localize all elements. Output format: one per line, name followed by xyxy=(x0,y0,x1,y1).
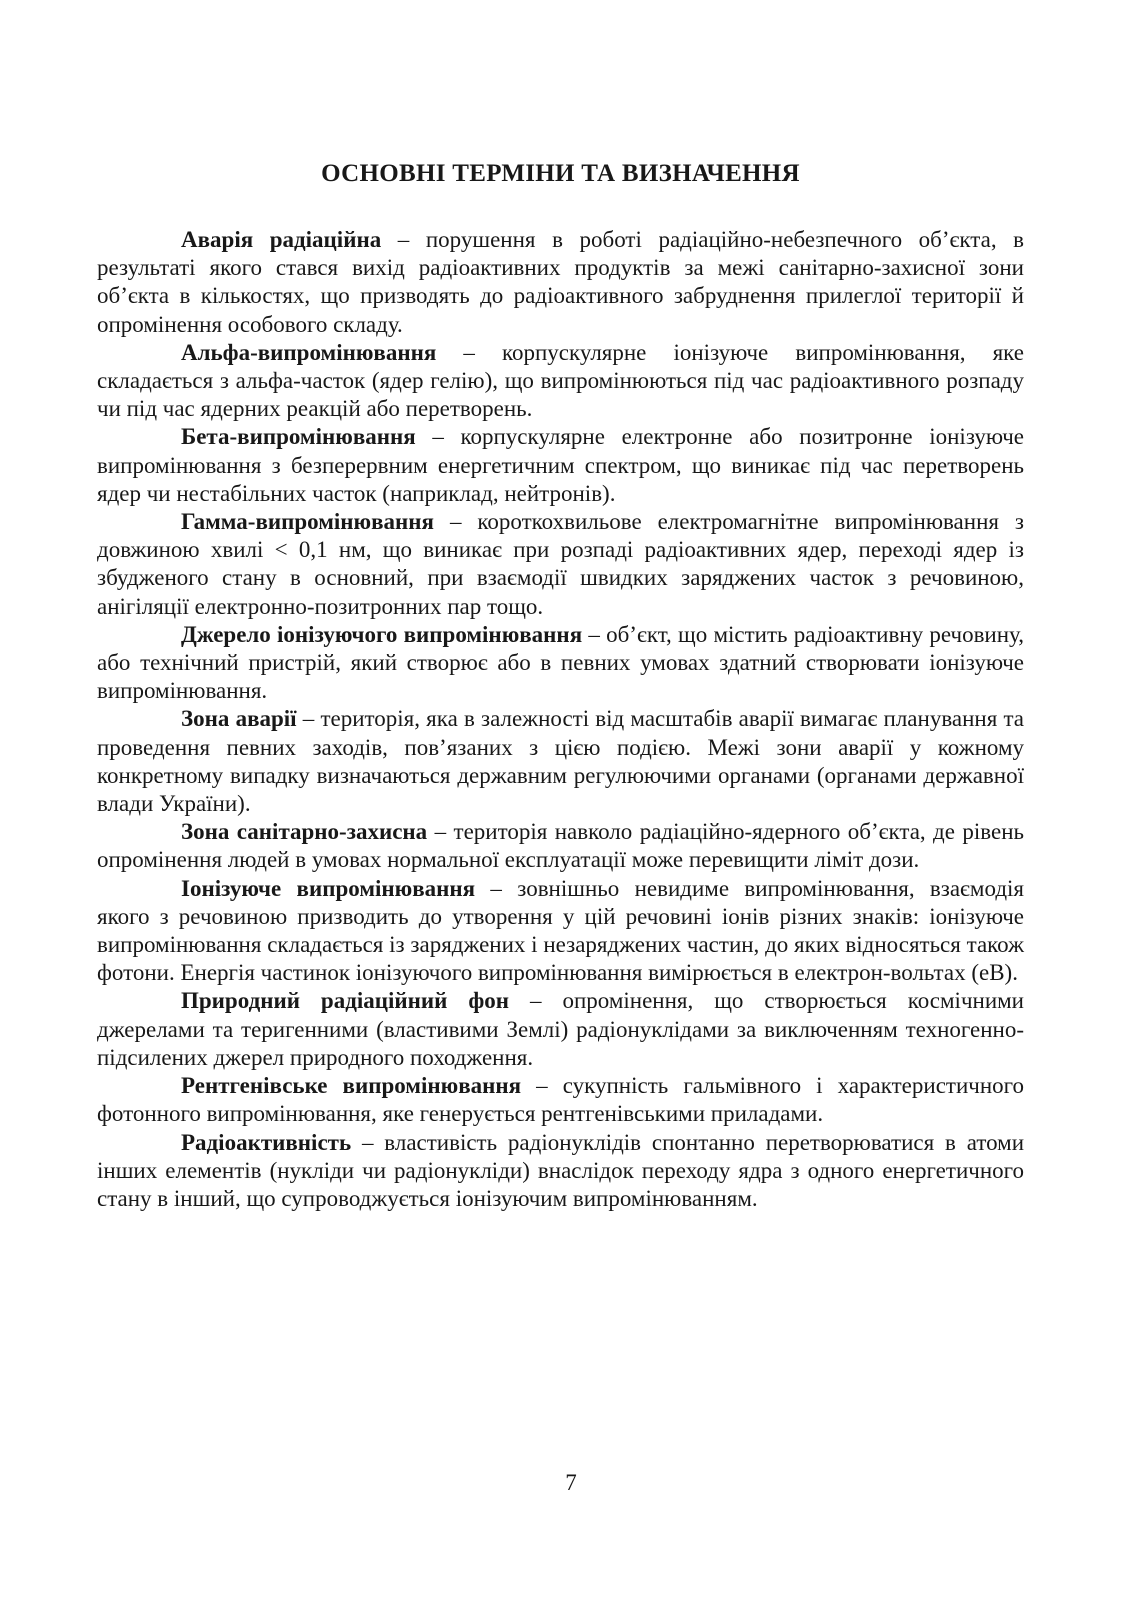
term-label: Радіоактивність xyxy=(181,1129,352,1155)
definition-paragraph-ionizuyuche xyxy=(97,875,1024,988)
definition-paragraph-alfa-vypromini xyxy=(97,339,1024,424)
term-label: Джерело іонізуючого випромінювання xyxy=(181,621,583,647)
term-label: Рентгенівське випромінювання xyxy=(181,1073,522,1099)
definition-paragraph-dzherelo-ioniz xyxy=(97,621,1024,706)
term-label: Іонізуюче випромінювання xyxy=(181,875,476,901)
definition-text: – територія, яка в залежності від масштабів аварії вимагає планування та проведення певних заходів, пов’язаних з цією подією. Межі зони аварії у кожному конкретному випадку визначаються державним регулюючими органами (органами державної влади України). xyxy=(97,706,1025,817)
term-label: Аварія радіаційна xyxy=(181,227,382,252)
term-label: Бета-випромінювання xyxy=(181,424,416,450)
definition-text: – об’єкт, що містить радіоактивну речовину, або технічний пристрій, який створює або в певних умовах здатний створювати іонізуюче випромінювання. xyxy=(97,621,1024,704)
definition-paragraph-zona-sanitarna xyxy=(97,818,1024,874)
definition-text: – територія навколо радіаційно-ядерного об’єкта, де рівень опромінення людей в умовах нормальної експлуатації може перевищити ліміт дози. xyxy=(97,819,1025,873)
definition-text: – властивість радіонуклідів спонтанно перетворюватися в атоми інших елементів (нукліди чи радіонукліди) внаслідок переходу ядра з одного енергетичного стану в інший, що супроводжується іонізуючим випромінюванням. xyxy=(97,1129,1024,1211)
definition-text: – опромінення, що створюється космічними джерелами та теригенними (властивими Землі) радіонуклідами за виключенням техногенно-підсилених джерел природного походження. xyxy=(97,988,1024,1070)
term-label: Зона аварії xyxy=(181,706,297,732)
definition-text: – корпускулярне іонізуюче випромінювання, яке складається з альфа-часток (ядер гелію), що випромінюються під час радіоактивного розпаду чи під час ядерних реакцій або перетворень. xyxy=(97,339,1024,422)
term-label: Гамма-випромінювання xyxy=(181,509,434,535)
definition-text: – короткохвильове електромагнітне випромінювання з довжиною хвилі < 0,1 нм, що виникає при розпаді радіоактивних ядер, переході ядер із збудженого стану в основний, при взаємодії швидких заряджених часток з речовиною, анігіляції електронно-позитронних пар тощо. xyxy=(97,509,1024,619)
definition-text: – корпускулярне електронне або позитронне іонізуюче випромінювання з безперервним енергетичним спектром, що виникає під час перетворень ядер чи нестабільних часток (наприклад, нейтронів). xyxy=(97,424,1025,506)
page-number: 7 xyxy=(565,1470,577,1495)
definition-paragraph-gamma-vypromini xyxy=(97,508,1024,621)
definition-text: – сукупність гальмівного і характеристичного фотонного випромінювання, яке генерується рентгенівськими приладами. xyxy=(97,1073,1025,1127)
definition-paragraph-zona-avarii xyxy=(97,705,1024,818)
page-title: ОСНОВНІ ТЕРМІНИ ТА ВИЗНАЧЕННЯ xyxy=(321,160,800,187)
definition-paragraph-rentgenivske xyxy=(97,1072,1024,1128)
term-label: Природний радіаційний фон xyxy=(181,988,510,1014)
definition-paragraph-pryrodnyi-fon xyxy=(97,987,1024,1072)
term-label: Альфа-випромінювання xyxy=(181,339,437,365)
definition-text: – зовнішньо невидиме випромінювання, взаємодія якого з речовиною призводить до утворення у цій речовині іонів різних знаків: іонізуюче випромінювання складається із заряджених і незаряджених частин, до яких відносяться також фотони. Енергія частинок іонізуючого випромінювання вимірюється в електрон-вольтах (еВ). xyxy=(97,875,1024,986)
term-label: Зона санітарно-захисна xyxy=(181,819,428,845)
definition-text: – порушення в роботі радіаційно-небезпечного об’єкта, в результаті якого стався вихід радіоактивних продуктів за межі санітарно-захисної зони об’єкта в кількостях, що призводять до радіоактивного забруднення прилеглої території й опромінення особового складу. xyxy=(97,227,1025,337)
definition-paragraph-beta-vypromini xyxy=(97,423,1024,508)
definition-paragraph-radioaktyvnist xyxy=(97,1129,1024,1214)
definition-paragraph-avaria-radiatsiyna xyxy=(97,226,1024,339)
